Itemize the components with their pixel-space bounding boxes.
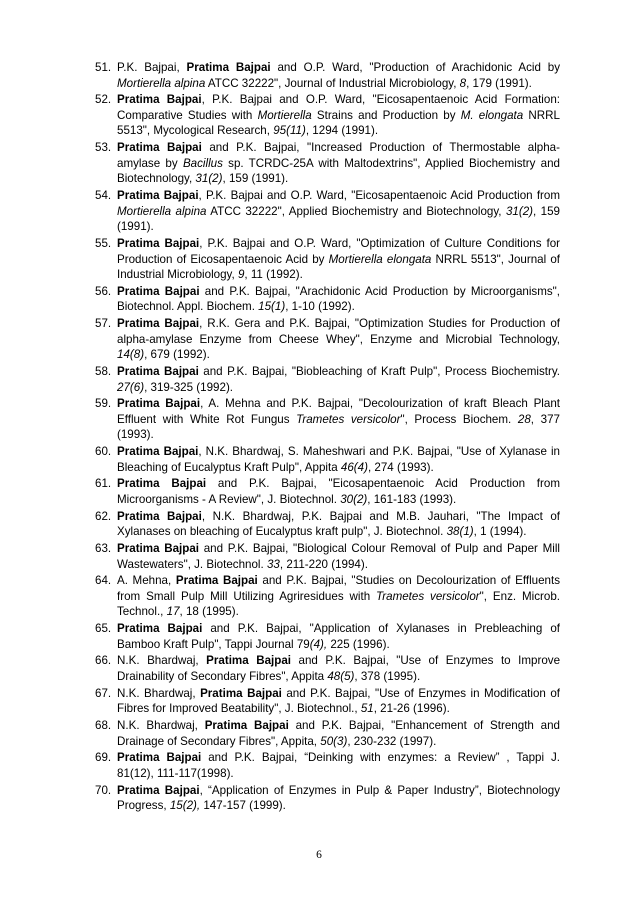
reference-line xyxy=(117,750,560,766)
reference-text xyxy=(117,573,560,620)
highlighted-author: Pratima Bajpai xyxy=(186,61,271,74)
reference-entry xyxy=(95,236,560,283)
reference-line xyxy=(117,188,560,204)
reference-text xyxy=(117,541,560,572)
text-segment: Industrial Microbiology, xyxy=(117,268,238,282)
reference-text xyxy=(117,236,560,283)
reference-line xyxy=(117,156,560,172)
reference-number: 66. xyxy=(95,654,112,668)
reference-number: 70. xyxy=(95,783,112,797)
text-segment: and O.P. Ward, "Production of Arachidonic Acid by xyxy=(270,61,560,74)
italic-text: 8 xyxy=(459,76,467,90)
reference-text xyxy=(117,396,560,443)
text-segment: P.K. Bajpai, xyxy=(117,61,187,74)
reference-number: 67. xyxy=(95,686,112,700)
reference-line xyxy=(117,252,560,268)
text-segment: , 211-220 (1994). xyxy=(279,557,368,571)
text-segment: , 179 (1991). xyxy=(466,76,532,90)
text-segment: , N.K. Bhardwaj, P.K. Bajpai and M.B. Jauhari, "The Impact of xyxy=(201,509,561,523)
highlighted-author: Pratima Bajpai xyxy=(117,284,200,298)
highlighted-author: Pratima Bajpai xyxy=(117,445,199,459)
text-segment: Biotechnology, xyxy=(117,172,196,186)
text-segment: , 1 (1994). xyxy=(473,525,527,539)
italic-text: 48(5) xyxy=(327,669,355,683)
text-segment: 5513", Mycological Research, xyxy=(117,124,274,138)
reference-number: 56. xyxy=(95,284,112,298)
italic-text: Trametes versicolor xyxy=(376,589,480,603)
text-segment: and P.K. Bajpai, "Enhancement of Strength and xyxy=(288,718,560,732)
reference-line xyxy=(117,669,560,685)
page-number: 6 xyxy=(316,849,322,861)
reference-text xyxy=(117,92,560,139)
text-segment: and P.K. Bajpai, "Eicosapentaenoic Acid Production from xyxy=(206,477,560,491)
reference-entry xyxy=(95,718,560,749)
reference-line xyxy=(117,476,560,492)
reference-line xyxy=(117,798,560,814)
reference-line xyxy=(117,347,560,363)
italic-text: 95(11) xyxy=(273,124,306,138)
reference-line xyxy=(117,123,560,139)
text-segment: Progress, xyxy=(117,799,170,813)
text-segment: Bamboo Kraft Pulp", Tappi Journal 79 xyxy=(117,637,310,651)
text-segment: , 1294 (1991). xyxy=(305,124,379,138)
reference-line xyxy=(117,524,560,540)
reference-entry xyxy=(95,444,560,475)
reference-line xyxy=(117,60,560,76)
reference-text xyxy=(117,316,560,363)
reference-line xyxy=(117,219,560,235)
text-segment: , 11 (1992). xyxy=(244,268,303,282)
highlighted-author: Pratima Bajpai xyxy=(117,189,199,203)
reference-entry xyxy=(95,316,560,363)
reference-entry xyxy=(95,396,560,443)
text-segment: and P.K. Bajpai, "Arachidonic Acid Production by Microorganisms", xyxy=(199,284,560,298)
italic-text: Mortierella alpina xyxy=(117,76,206,90)
reference-number: 69. xyxy=(95,751,112,765)
highlighted-author: Pratima Bajpai xyxy=(117,541,200,555)
reference-line xyxy=(117,284,560,300)
text-segment: from Small Pulp Mill Utilizing Agriresidues with xyxy=(117,589,377,603)
text-segment: Biotechnol. Appl. Biochem. xyxy=(117,300,259,314)
text-segment: , 679 (1992). xyxy=(144,348,210,362)
text-segment: , 1-10 (1992). xyxy=(285,300,355,314)
reference-line xyxy=(117,427,560,443)
highlighted-author: Pratima Bajpai xyxy=(117,509,202,523)
text-segment: , N.K. Bhardwaj, S. Maheshwari and P.K. Bajpai, "Use of Xylanase in xyxy=(198,445,560,459)
reference-line xyxy=(117,92,560,108)
text-segment: ", Process Biochem. xyxy=(400,412,518,426)
reference-line xyxy=(117,573,560,589)
text-segment: 81(12), 111-117(1998). xyxy=(117,766,234,780)
text-segment: NRRL 5513", Journal of xyxy=(431,252,561,266)
reference-number: 65. xyxy=(95,622,112,636)
reference-line xyxy=(117,108,560,124)
italic-text: Trametes versicolor xyxy=(296,412,401,426)
reference-line xyxy=(117,76,560,92)
reference-entry xyxy=(95,653,560,684)
text-segment: Wastewaters", J. Biotechnol. xyxy=(117,557,267,571)
reference-entry xyxy=(95,188,560,235)
highlighted-author: Pratima Bajpai xyxy=(117,622,203,636)
reference-entry xyxy=(95,60,560,91)
reference-text xyxy=(117,60,560,91)
text-segment: , A. Mehna and P.K. Bajpai, "Decolourization of kraft Bleach Plant xyxy=(200,397,560,411)
reference-text xyxy=(117,718,560,749)
reference-entry xyxy=(95,686,560,717)
reference-number: 60. xyxy=(95,445,112,459)
reference-line xyxy=(117,653,560,669)
reference-list xyxy=(95,60,560,815)
text-segment: (1993). xyxy=(117,428,154,442)
reference-line xyxy=(117,316,560,332)
italic-text: 15(1) xyxy=(258,300,286,314)
reference-line xyxy=(117,686,560,702)
italic-text: Mortierella xyxy=(257,108,312,122)
highlighted-author: Pratima Bajpai xyxy=(117,141,202,155)
italic-text: 31(2) xyxy=(195,172,223,186)
highlighted-author: Pratima Bajpai xyxy=(175,574,258,588)
text-segment: and P.K. Bajpai, "Use of Enzymes in Modification of xyxy=(281,686,561,700)
reference-line xyxy=(117,734,560,750)
italic-text: 14(8) xyxy=(117,348,145,362)
text-segment: Drainage of Secondary Fibres", Appita, xyxy=(117,734,321,748)
highlighted-author: Pratima Bajpai xyxy=(117,317,200,331)
italic-text: 50(3) xyxy=(320,734,348,748)
reference-line xyxy=(117,604,560,620)
highlighted-author: Pratima Bajpai xyxy=(200,686,282,700)
reference-line xyxy=(117,637,560,653)
reference-line xyxy=(117,766,560,782)
reference-entry xyxy=(95,92,560,139)
italic-text: 27(6) xyxy=(117,380,145,394)
reference-entry xyxy=(95,364,560,395)
text-segment: Microorganisms - A Review", J. Biotechnol. xyxy=(117,492,341,506)
italic-text: 46(4) xyxy=(340,460,368,474)
highlighted-author: Pratima Bajpai xyxy=(117,751,202,765)
reference-line xyxy=(117,171,560,187)
text-segment: 147-157 (1999). xyxy=(200,799,286,813)
italic-text: 38(1) xyxy=(446,525,474,539)
italic-text: 33 xyxy=(266,557,280,571)
reference-number: 54. xyxy=(95,189,112,203)
reference-number: 57. xyxy=(95,317,112,331)
highlighted-author: Pratima Bajpai xyxy=(206,654,292,668)
text-segment: and P.K. Bajpai, "Use of Enzymes to Improve xyxy=(291,654,561,668)
text-segment: , P.K. Bajpai and O.P. Ward, "Eicosapentaenoic Acid Production from xyxy=(198,189,561,203)
reference-line xyxy=(117,589,560,605)
reference-line xyxy=(117,460,560,476)
text-segment: N.K. Bhardwaj, xyxy=(117,686,201,700)
text-segment: , 377 xyxy=(530,412,560,426)
reference-number: 58. xyxy=(95,364,112,378)
highlighted-author: Pratima Bajpai xyxy=(117,364,199,378)
highlighted-author: Pratima Bajpai xyxy=(117,397,201,411)
reference-line xyxy=(117,444,560,460)
text-segment: , 18 (1995). xyxy=(179,605,239,619)
text-segment: 225 (1996). xyxy=(327,637,390,651)
text-segment: , 274 (1993). xyxy=(367,460,434,474)
text-segment: Comparative Studies with xyxy=(117,108,258,122)
reference-text xyxy=(117,653,560,684)
reference-text xyxy=(117,284,560,315)
reference-entry xyxy=(95,284,560,315)
reference-line xyxy=(117,718,560,734)
reference-text xyxy=(117,140,560,187)
reference-number: 52. xyxy=(95,93,112,107)
italic-text: Bacillus xyxy=(182,156,223,170)
italic-text: Mortierella elongata xyxy=(328,252,432,266)
text-segment: and P.K. Bajpai, “Deinking with enzymes: a Review” , Tappi J. xyxy=(201,751,560,765)
italic-text: M. elongata xyxy=(460,108,524,122)
text-segment: amylase by xyxy=(117,156,183,170)
italic-text: 51 xyxy=(360,702,374,716)
reference-number: 63. xyxy=(95,541,112,555)
reference-text xyxy=(117,476,560,507)
italic-text: 28 xyxy=(517,412,531,426)
reference-number: 61. xyxy=(95,477,112,491)
reference-number: 68. xyxy=(95,718,112,732)
italic-text: 31(2) xyxy=(505,204,534,218)
reference-text xyxy=(117,621,560,652)
reference-line xyxy=(117,621,560,637)
text-segment: Technol., xyxy=(117,605,167,619)
text-segment: , 21-26 (1996). xyxy=(373,702,450,716)
reference-line xyxy=(117,701,560,717)
text-segment: , 319-325 (1992). xyxy=(144,380,234,394)
text-segment: (1991). xyxy=(117,220,154,234)
reference-number: 64. xyxy=(95,574,112,588)
reference-number: 62. xyxy=(95,509,112,523)
text-segment: A. Mehna, xyxy=(117,574,176,588)
reference-line xyxy=(117,412,560,428)
reference-number: 59. xyxy=(95,397,112,411)
text-segment: Strains and Production by xyxy=(311,108,461,122)
text-segment: ATCC 32222", Applied Biochemistry and Biotechnology, xyxy=(206,204,506,218)
italic-text: 9 xyxy=(237,268,245,282)
reference-line xyxy=(117,380,560,396)
reference-line xyxy=(117,267,560,283)
text-segment: , 159 (1991). xyxy=(222,172,289,186)
reference-text xyxy=(117,364,560,395)
text-segment: Xylanases on bleaching of Eucalyptus kraft pulp", J. Biotechnol. xyxy=(117,525,447,539)
text-segment: N.K. Bhardwaj, xyxy=(117,718,205,732)
text-segment: Effluent with White Rot Fungus xyxy=(117,412,297,426)
reference-entry xyxy=(95,750,560,781)
text-segment: and P.K. Bajpai, "Studies on Decolourization of Effluents xyxy=(257,574,561,588)
reference-entry xyxy=(95,476,560,507)
highlighted-author: Pratima Bajpai xyxy=(117,477,207,491)
highlighted-author: Pratima Bajpai xyxy=(117,93,202,107)
reference-line xyxy=(117,204,560,220)
highlighted-author: Pratima Bajpai xyxy=(117,783,200,797)
text-segment: sp. TCRDC-25A with Maltodextrins", Applied Biochemistry and xyxy=(222,156,560,170)
text-segment: N.K. Bhardwaj, xyxy=(117,654,207,668)
reference-line xyxy=(117,140,560,156)
reference-entry xyxy=(95,541,560,572)
italic-text: 17 xyxy=(166,605,180,619)
reference-line xyxy=(117,557,560,573)
italic-text: (4), xyxy=(309,637,328,651)
text-segment: NRRL xyxy=(523,108,560,122)
italic-text: Mortierella alpina xyxy=(117,204,207,218)
text-segment: , P.K. Bajpai and O.P. Ward, "Optimization of Culture Conditions for xyxy=(199,236,561,250)
text-segment: , 230-232 (1997). xyxy=(347,734,437,748)
reference-line xyxy=(117,783,560,799)
text-segment: and P.K. Bajpai, "Application of Xylanases in Prebleaching of xyxy=(202,622,561,636)
text-segment: alpha-amylase Enzyme from Cheese Whey", Enzyme and Microbial Technology, xyxy=(117,332,560,346)
text-segment: Production of Eicosapentaenoic Acid by xyxy=(117,252,329,266)
reference-line xyxy=(117,396,560,412)
text-segment: and P.K. Bajpai, "Biological Colour Removal of Pulp and Paper Mill xyxy=(199,541,560,555)
reference-text xyxy=(117,188,560,235)
text-segment: , “Application of Enzymes in Pulp & Paper Industry”, Biotechnology xyxy=(199,783,560,797)
reference-entry xyxy=(95,140,560,187)
text-segment: and P.K. Bajpai, "Increased Production of Thermostable alpha- xyxy=(201,141,560,155)
reference-line xyxy=(117,364,560,380)
highlighted-author: Pratima Bajpai xyxy=(117,236,200,250)
text-segment: Bleaching of Eucalyptus Kraft Pulp", Appita xyxy=(117,460,341,474)
reference-line xyxy=(117,541,560,557)
reference-line xyxy=(117,236,560,252)
text-segment: ", Enz. Microb. xyxy=(479,589,560,603)
text-segment: , R.K. Gera and P.K. Bajpai, "Optimization Studies for Production of xyxy=(199,317,560,331)
reference-line xyxy=(117,299,560,315)
reference-text xyxy=(117,686,560,717)
reference-line xyxy=(117,509,560,525)
reference-entry xyxy=(95,783,560,814)
highlighted-author: Pratima Bajpai xyxy=(204,718,289,732)
text-segment: , 159 xyxy=(533,204,560,218)
text-segment: , P.K. Bajpai and O.P. Ward, "Eicosapentaenoic Acid Formation: xyxy=(201,93,561,107)
reference-entry xyxy=(95,573,560,620)
reference-line xyxy=(117,332,560,348)
italic-text: 15(2), xyxy=(169,799,201,813)
reference-number: 53. xyxy=(95,141,112,155)
reference-number: 51. xyxy=(95,61,112,74)
text-segment: and P.K. Bajpai, "Biobleaching of Kraft Pulp", Process Biochemistry. xyxy=(198,364,561,378)
text-segment: , 378 (1995). xyxy=(354,669,421,683)
text-segment: Fibres for Improved Beatability", J. Biotechnol., xyxy=(117,702,361,716)
reference-line xyxy=(117,492,560,508)
reference-text xyxy=(117,444,560,475)
reference-text xyxy=(117,509,560,540)
reference-text xyxy=(117,783,560,814)
reference-entry xyxy=(95,509,560,540)
reference-text xyxy=(117,750,560,781)
italic-text: 30(2) xyxy=(340,492,368,506)
text-segment: Drainability of Secondary Fibres", Appita xyxy=(117,669,328,683)
text-segment: , 161-183 (1993). xyxy=(367,492,457,506)
reference-entry xyxy=(95,621,560,652)
reference-number: 55. xyxy=(95,236,112,250)
text-segment: ATCC 32222", Journal of Industrial Microbiology, xyxy=(205,76,460,90)
